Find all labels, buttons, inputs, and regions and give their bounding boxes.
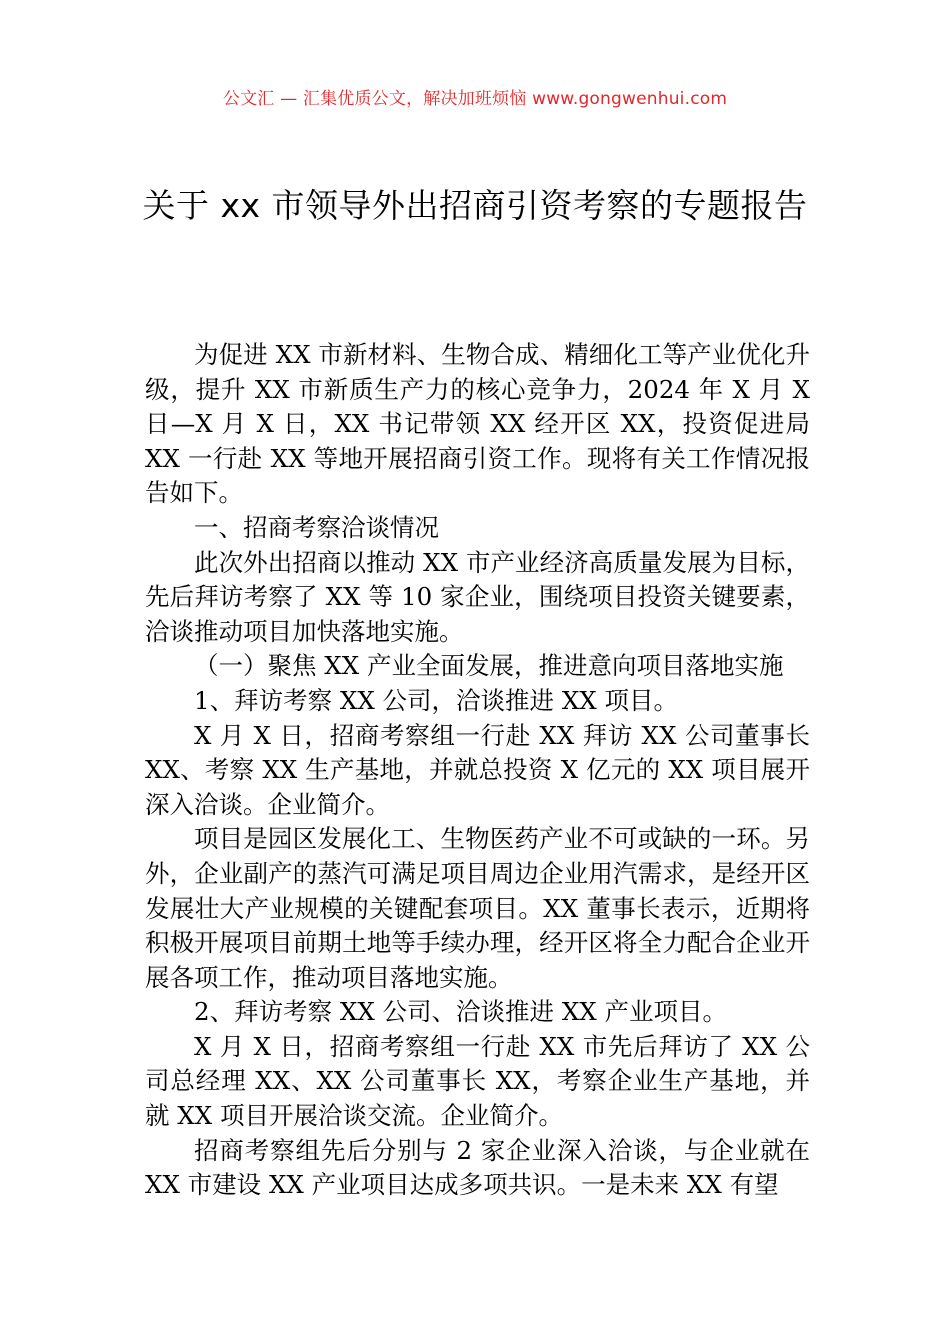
section-heading: 一、招商考察洽谈情况 <box>194 512 439 542</box>
item-heading: 2、拜访考察 XX 公司、洽谈推进 XX 产业项目。 <box>194 997 728 1027</box>
body-paragraph: 招商考察组先后分别与 2 家企业深入洽谈，与企业就在 XX 市建设 XX 产业项目达成多项共识。一是未来 XX 有望 <box>145 1135 810 1200</box>
body-paragraph: X 月 X 日，招商考察组一行赴 XX 拜访 XX 公司董事长 XX、考察 XX 生产基地，并就总投资 X 亿元的 XX 项目展开深入洽谈。企业简介。 <box>145 720 810 819</box>
subsection-heading: （一）聚焦 XX 产业全面发展，推进意向项目落地实施 <box>194 651 784 681</box>
body-paragraph: X 月 X 日，招商考察组一行赴 XX 市先后拜访了 XX 公司总经理 XX、XX 公司董事长 XX，考察企业生产基地，并就 XX 项目开展洽谈交流。企业简介。 <box>145 1031 810 1131</box>
document-body <box>145 338 810 1203</box>
item-heading: 1、拜访考察 XX 公司，洽谈推进 XX 项目。 <box>194 685 679 715</box>
body-paragraph: 项目是园区发展化工、生物医药产业不可或缺的一环。另外，企业副产的蒸汽可满足项目周边企业用汽需求，是经开区发展壮大产业规模的关键配套项目。XX 董事长表示，近期将积极开展项目前期土地等手续办理，经开区将全力配合企业开展各项工作，推动项目落地实施。 <box>145 824 810 992</box>
site-header-banner: 公文汇 — 汇集优质公文，解决加班烦恼 www.gongwenhui.com <box>222 89 728 109</box>
document-title: 关于 xx 市领导外出招商引资考察的专题报告 <box>142 186 808 225</box>
body-paragraph: 为促进 XX 市新材料、生物合成、精细化工等产业优化升级，提升 XX 市新质生产力的核心竞争力，2024 年 X 月 X 日—X 月 X 日，XX 书记带领 XX 经开区 XX，投资促进局 XX 一行赴 XX 等地开展招商引资工作。现将有关工作情况报告如下。 <box>145 340 810 508</box>
body-paragraph: 此次外出招商以推动 XX 市产业经济高质量发展为目标，先后拜访考察了 XX 等 10 家企业，围绕项目投资关键要素，洽谈推动项目加快落地实施。 <box>145 547 810 646</box>
